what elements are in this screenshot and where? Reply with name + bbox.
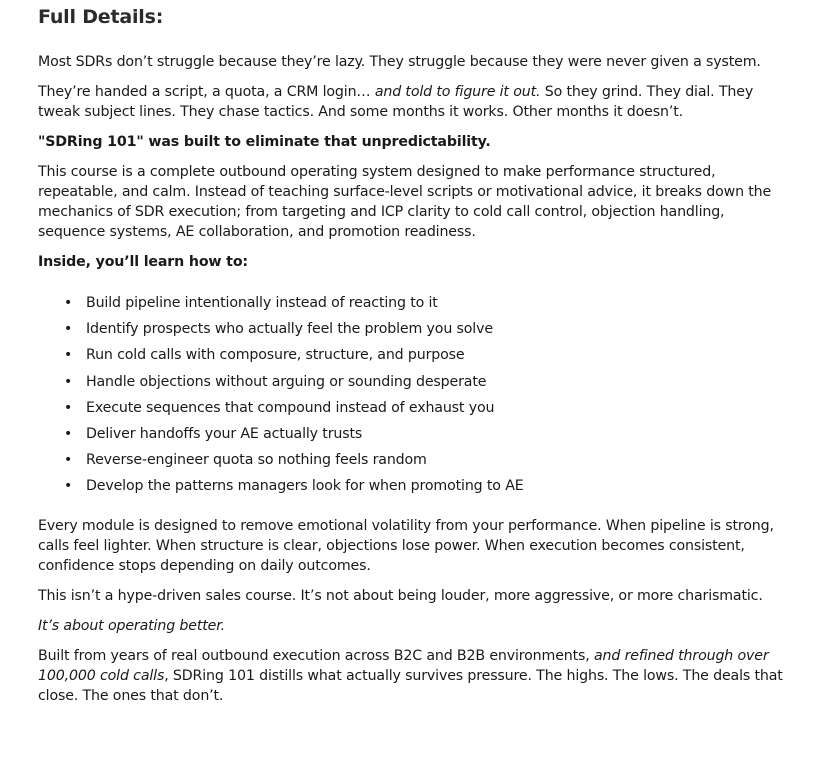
list-item — [64, 316, 794, 342]
bullet-icon: • — [64, 321, 73, 338]
built-from-italic-text: and refined through over 100,000 cold calls — [38, 647, 769, 684]
learn-heading-paragraph — [38, 252, 794, 272]
module-paragraph: Every module is designed to remove emotional volatility from your performance. When pipeline is strong, calls feel lighter. When structure is clear, objections lose power. When execution becomes consistent, confidence stops depending on daily outcomes. — [38, 517, 774, 574]
intro-paragraph: Most SDRs don’t struggle because they’re lazy. They struggle because they were never given a system. — [38, 54, 761, 70]
handed-rest-text: So they grind. They dial. They tweak subject lines. They chase tactics. And some months it works. Other months it doesn’t. — [38, 84, 754, 120]
built-from-rest-text: , SDRing 101 distills what actually survives pressure. The highs. The lows. The deals that close. The ones that don’t. — [38, 667, 783, 704]
operating-better-text: It’s about operating better. — [38, 617, 225, 634]
learn-list — [38, 290, 794, 500]
list-item-text: Handle objections without arguing or sounding desperate — [86, 373, 487, 390]
handed-lead-text: They’re handed a script, a quota, a CRM login… — [38, 84, 375, 100]
bullet-icon: • — [64, 373, 73, 390]
list-item-text: Build pipeline intentionally instead of reacting to it — [86, 295, 438, 311]
learn-heading: Inside, you’ll learn how to: — [38, 254, 248, 270]
list-item-text: Deliver handoffs your AE actually trusts — [86, 426, 363, 443]
tagline-text: "SDRing 101" was built to eliminate that unpredictability. — [38, 134, 491, 150]
bullet-icon: • — [64, 347, 73, 364]
built-from-paragraph — [38, 646, 794, 706]
list-item-text: Reverse-engineer quota so nothing feels random — [86, 452, 427, 469]
list-item-text: Develop the patterns managers look for when promoting to AE — [86, 478, 524, 495]
list-item — [64, 473, 794, 499]
list-item — [64, 421, 794, 447]
list-item — [64, 395, 794, 421]
built-from-lead-text: Built from years of real outbound execution across B2C and B2B environments, — [38, 647, 594, 664]
handed-italic-text: and told to figure it out. — [374, 84, 541, 100]
bullet-icon: • — [64, 399, 73, 416]
handed-paragraph — [38, 82, 794, 122]
list-item — [64, 369, 794, 395]
list-item — [64, 290, 794, 316]
bullet-icon: • — [64, 478, 73, 495]
list-item-text: Run cold calls with composure, structure, and purpose — [86, 347, 465, 364]
list-item — [64, 342, 794, 368]
course-description-paragraph: This course is a complete outbound operating system designed to make performance structured, repeatable, and calm. Instead of teaching surface-level scripts or motivational advice, it breaks down the mechanics of SDR execution; from targeting and ICP clarity to cold call control, objection handling, sequence systems, AE collaboration, and promotion readiness. — [38, 164, 772, 240]
list-item-text: Identify prospects who actually feel the problem you solve — [86, 321, 493, 338]
tagline-paragraph — [38, 132, 794, 152]
operating-better-paragraph — [38, 616, 794, 636]
bullet-icon: • — [64, 426, 73, 443]
bullet-icon: • — [64, 452, 73, 469]
section-heading: Full Details: — [38, 6, 164, 28]
list-item — [64, 447, 794, 473]
bullet-icon: • — [64, 295, 73, 311]
not-hype-paragraph: This isn’t a hype-driven sales course. It’s not about being louder, more aggressive, or more charismatic. — [38, 587, 763, 604]
list-item-text: Execute sequences that compound instead of exhaust you — [86, 399, 495, 416]
